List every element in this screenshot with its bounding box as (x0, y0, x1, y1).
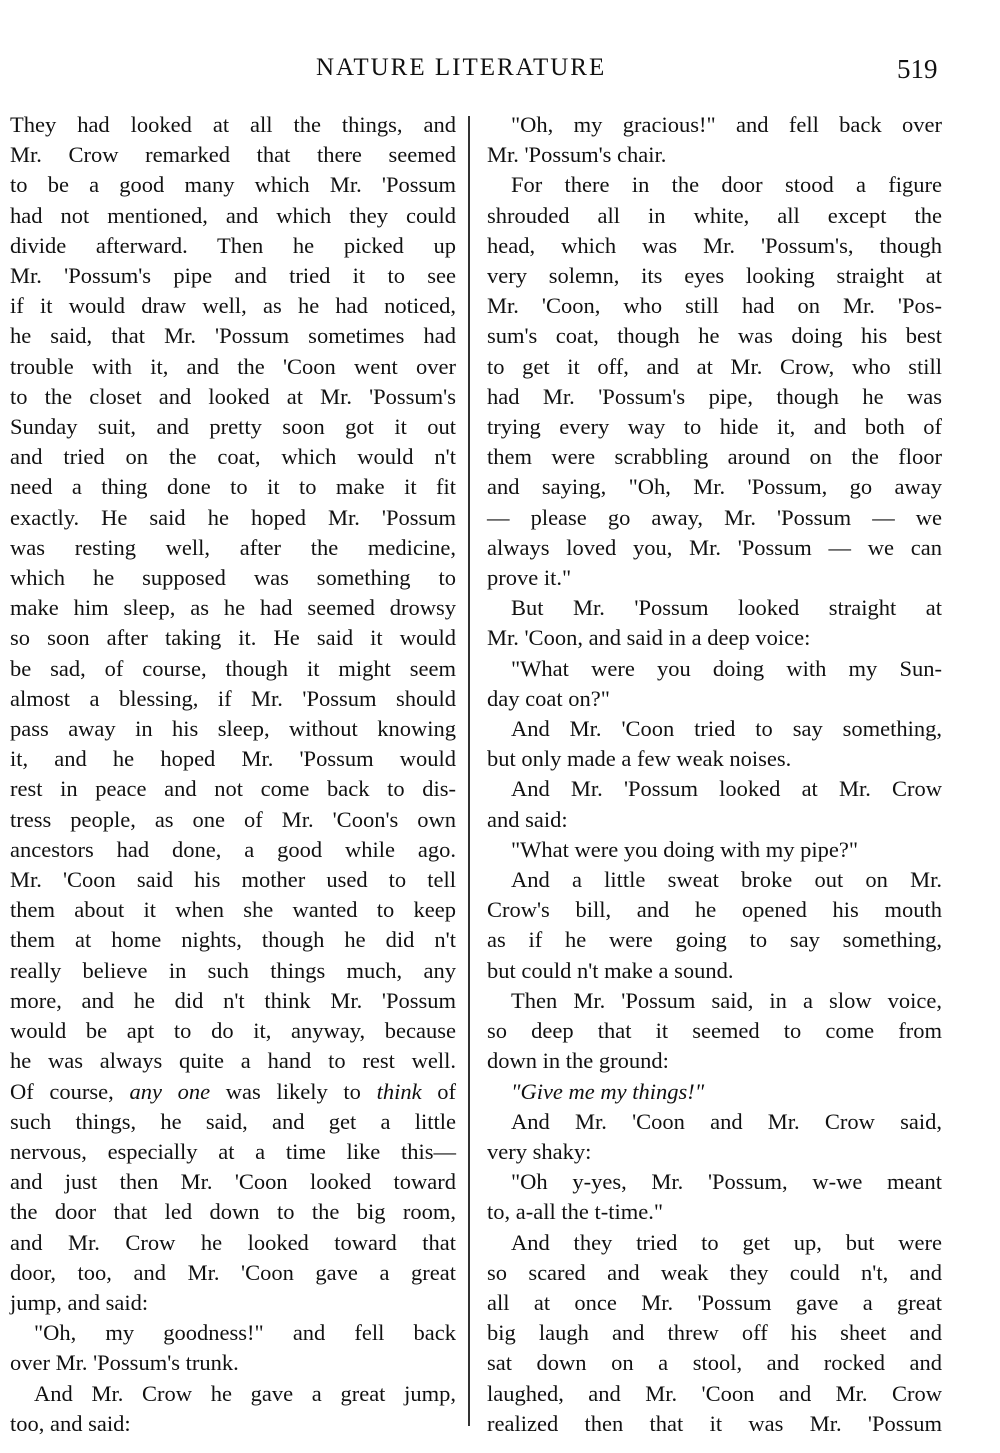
text-line: sat down on a stool, and rocked and (487, 1350, 942, 1376)
text-line: And Mr. Crow he gave a great jump, (34, 1380, 456, 1406)
text-line: it, and he hoped Mr. 'Possum would (10, 746, 456, 772)
text-line: which he supposed was something to (10, 565, 456, 591)
text-line: down in the ground: (487, 1048, 669, 1074)
text-line: so soon after taking it. He said it would (10, 625, 456, 651)
text-line: sum's coat, though he was doing his best (487, 323, 942, 349)
text-line: Mr. 'Possum's pipe and tried it to see (10, 263, 456, 289)
text-line: always loved you, Mr. 'Possum — we can (487, 534, 942, 560)
text-line: the door that led down to the big room, (10, 1199, 456, 1225)
text-line: very solemn, its eyes looking straight at (487, 263, 942, 289)
text-line: Crow's bill, and he opened his mouth (487, 897, 942, 923)
text-line: "Oh y-yes, Mr. 'Possum, w-we meant (511, 1169, 942, 1195)
text-line: more, and he did n't think Mr. 'Possum (10, 987, 456, 1013)
italic-text (487, 1077, 942, 1107)
text-line: Mr. 'Possum's chair. (487, 142, 667, 168)
text-line: make him sleep, as he had seemed drowsy (10, 595, 456, 621)
left-column (10, 110, 456, 1439)
text-line: Mr. 'Coon, and said in a deep voice: (487, 625, 811, 651)
text-line: head, which was Mr. 'Possum's, though (487, 232, 942, 258)
text-line: was resting well, after the medicine, (10, 534, 456, 560)
italic-text: think (376, 1078, 422, 1104)
page-number: 519 (897, 54, 938, 84)
text-line: all at once Mr. 'Possum gave a great (487, 1289, 942, 1315)
text-line: shrouded all in white, all except the (487, 202, 942, 228)
text-line: had not mentioned, and which they could (10, 202, 456, 228)
text-line: to the closet and looked at Mr. 'Possum's (10, 383, 456, 409)
text-line: big laugh and threw off his sheet and (487, 1320, 942, 1346)
text-line: too, and said: (10, 1410, 131, 1436)
text-line: rest in peace and not come back to dis- (10, 776, 456, 802)
text-line: had Mr. 'Possum's pipe, though he was (487, 383, 942, 409)
text-line: but only made a few weak noises. (487, 746, 792, 772)
text-line: divide afterward. Then he picked up (10, 232, 456, 258)
text-line: need a thing done to it to make it fit (10, 474, 456, 500)
text-line: to, a-all the t-time." (487, 1199, 664, 1225)
text-line: And a little sweat broke out on Mr. (511, 867, 942, 893)
text-line: and Mr. Crow he looked toward that (10, 1229, 456, 1255)
text-run: of (421, 1078, 456, 1104)
text-line: very shaky: (487, 1138, 592, 1164)
text-line: And Mr. 'Coon and Mr. Crow said, (511, 1108, 942, 1134)
text-line: really believe in such things much, any (10, 957, 456, 983)
text-run: was likely to (210, 1078, 377, 1104)
text-line: "What were you doing with my Sun- (511, 655, 942, 681)
text-line: — please go away, Mr. 'Possum — we (487, 504, 942, 530)
text-line: and saying, "Oh, Mr. 'Possum, go away (487, 474, 942, 500)
text-line: Mr. 'Coon said his mother used to tell (10, 867, 456, 893)
text-line: to be a good many which Mr. 'Possum (10, 172, 456, 198)
text-line: They had looked at all the things, and (10, 112, 456, 137)
text-line: but could n't make a sound. (487, 957, 734, 983)
text-line: to get it off, and at Mr. Crow, who still (487, 353, 942, 379)
text-line: Mr. 'Coon, who still had on Mr. 'Pos- (487, 293, 942, 319)
text-line: Sunday suit, and pretty soon got it out (10, 414, 456, 440)
text-line: trying every way to hide it, and both of (487, 414, 942, 440)
text-line: them at home nights, though he did n't (10, 927, 456, 953)
column-divider (468, 116, 470, 1426)
text-line: be sad, of course, though it might seem (10, 655, 456, 681)
text-line: And Mr. 'Possum looked at Mr. Crow (511, 776, 942, 802)
text-line: and just then Mr. 'Coon looked toward (10, 1169, 456, 1195)
text-line: if it would draw well, as he had noticed, (10, 293, 456, 319)
text-line: And they tried to get up, but were (511, 1229, 942, 1255)
text-line: over Mr. 'Possum's trunk. (10, 1350, 239, 1376)
text-line: pass away in his sleep, without knowing (10, 716, 456, 742)
text-line: he was always quite a hand to rest well. (10, 1048, 456, 1074)
text-line: nervous, especially at a time like this— (10, 1138, 456, 1164)
text-line: Then Mr. 'Possum said, in a slow voice, (511, 987, 942, 1013)
text-line: tress people, as one of Mr. 'Coon's own (10, 806, 456, 832)
running-title: NATURE LITERATURE (316, 54, 607, 81)
text-line (10, 1077, 456, 1107)
text-line: and said: (487, 806, 568, 832)
text-line: prove it." (487, 565, 572, 591)
text-line: day coat on?" (487, 685, 610, 711)
text-line: would be apt to do it, anyway, because (10, 1018, 456, 1044)
text-line: so deep that it seemed to come from (487, 1018, 942, 1044)
text-line: ancestors had done, a good while ago. (10, 836, 456, 862)
text-line: And Mr. 'Coon tried to say something, (511, 716, 942, 742)
text-line: laughed, and Mr. 'Coon and Mr. Crow (487, 1380, 942, 1406)
text-line: them were scrabbling around on the floor (487, 444, 942, 470)
text-line: trouble with it, and the 'Coon went over (10, 353, 456, 379)
text-line: exactly. He said he hoped Mr. 'Possum (10, 504, 456, 530)
text-line: he said, that Mr. 'Possum sometimes had (10, 323, 456, 349)
text-line: "What were you doing with my pipe?" (511, 836, 859, 862)
text-line: as if he were going to say something, (487, 927, 942, 953)
text-line: "Oh, my gracious!" and fell back over (511, 112, 942, 137)
text-line: and tried on the coat, which would n't (10, 444, 456, 470)
text-line: such things, he said, and get a little (10, 1108, 456, 1134)
text-line: But Mr. 'Possum looked straight at (511, 595, 942, 621)
text-line: so scared and weak they could n't, and (487, 1259, 942, 1285)
text-run: Of course, (10, 1078, 130, 1104)
text-line: realized then that it was Mr. 'Possum (487, 1410, 942, 1436)
text-line: Mr. Crow remarked that there seemed (10, 142, 456, 168)
text-line: almost a blessing, if Mr. 'Possum should (10, 685, 456, 711)
text-line: For there in the door stood a figure (511, 172, 942, 198)
text-line: door, too, and Mr. 'Coon gave a great (10, 1259, 456, 1285)
right-column (487, 110, 942, 1439)
text-line: "Oh, my goodness!" and fell back (34, 1320, 456, 1346)
italic-text: "Give me my things!" (511, 1078, 705, 1104)
text-line: them about it when she wanted to keep (10, 897, 456, 923)
italic-text: any one (129, 1078, 211, 1104)
text-line: jump, and said: (10, 1289, 149, 1315)
